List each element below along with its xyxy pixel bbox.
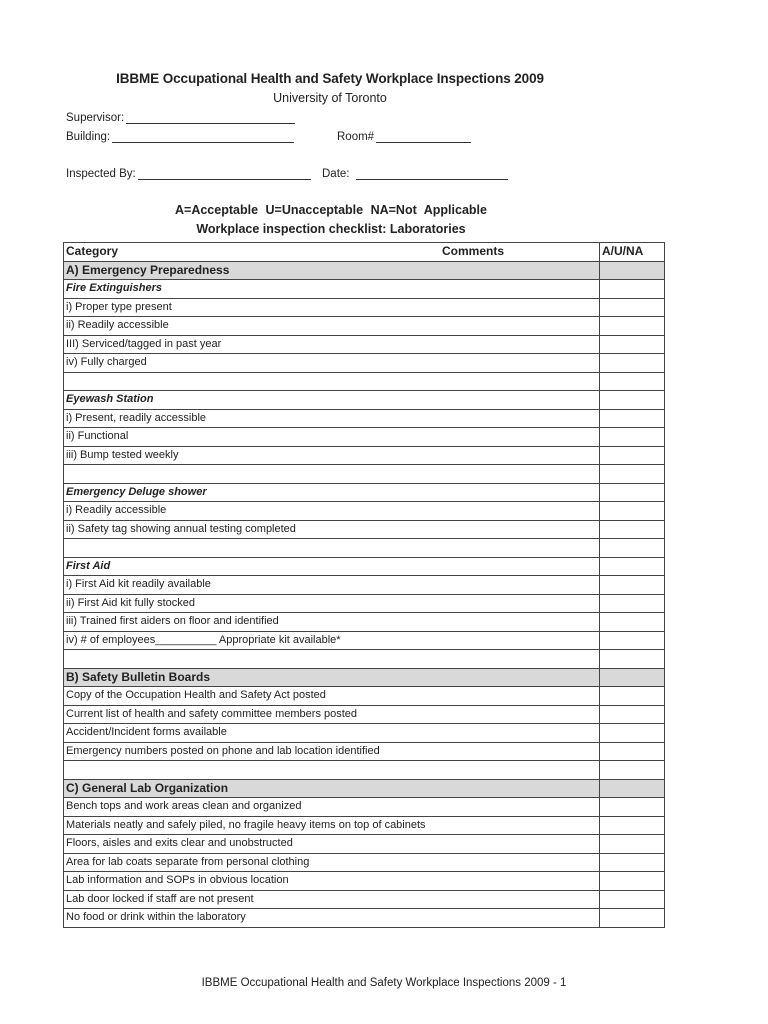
- checklist-item[interactable]: i) Present, readily accessible: [64, 409, 600, 428]
- checklist-item[interactable]: iii) Bump tested weekly: [64, 446, 600, 465]
- rating-cell[interactable]: [600, 576, 665, 595]
- document-subtitle: University of Toronto: [273, 91, 387, 105]
- rating-cell[interactable]: [600, 909, 665, 928]
- subsection-row: [64, 483, 665, 502]
- rating-cell[interactable]: [600, 446, 665, 465]
- checklist-row: [64, 909, 665, 928]
- rating-cell[interactable]: [600, 742, 665, 761]
- rating-cell: [600, 391, 665, 410]
- section-title: B) Safety Bulletin Boards: [64, 668, 600, 687]
- rating-cell[interactable]: [600, 335, 665, 354]
- rating-cell: [600, 761, 665, 780]
- checklist-item[interactable]: ii) Readily accessible: [64, 317, 600, 336]
- room-blank[interactable]: [376, 130, 471, 143]
- room-field[interactable]: [337, 130, 471, 143]
- checklist-row: [64, 594, 665, 613]
- rating-cell: [600, 557, 665, 576]
- subsection-row: [64, 280, 665, 299]
- rating-cell: [600, 465, 665, 484]
- checklist-row: [64, 687, 665, 706]
- checklist-row: [64, 742, 665, 761]
- rating-cell[interactable]: [600, 705, 665, 724]
- subsection-row: [64, 557, 665, 576]
- date-label: Date:: [322, 168, 350, 180]
- checklist-row: [64, 354, 665, 373]
- rating-cell[interactable]: [600, 724, 665, 743]
- rating-cell: [600, 372, 665, 391]
- rating-cell[interactable]: [600, 853, 665, 872]
- checklist-item[interactable]: iv) Fully charged: [64, 354, 600, 373]
- supervisor-field[interactable]: [66, 111, 295, 124]
- checklist-row: [64, 872, 665, 891]
- rating-cell: [600, 261, 665, 280]
- subsection-row: [64, 391, 665, 410]
- checklist-row: [64, 428, 665, 447]
- checklist-row: [64, 816, 665, 835]
- checklist-row: [64, 317, 665, 336]
- checklist-row: [64, 502, 665, 521]
- checklist-item[interactable]: Emergency numbers posted on phone and lab location identified: [64, 742, 600, 761]
- rating-cell: [600, 539, 665, 558]
- checklist-row: [64, 298, 665, 317]
- checklist-row: [64, 798, 665, 817]
- rating-cell: [600, 668, 665, 687]
- category-header: Category Comments: [64, 243, 600, 262]
- rating-cell: [600, 280, 665, 299]
- checklist-item: [64, 761, 600, 780]
- checklist-row: [64, 576, 665, 595]
- checklist-row: [64, 835, 665, 854]
- checklist-row: [64, 613, 665, 632]
- checklist-item[interactable]: Lab information and SOPs in obvious location: [64, 872, 600, 891]
- checklist-item: [64, 539, 600, 558]
- checklist-item[interactable]: Floors, aisles and exits clear and unobstructed: [64, 835, 600, 854]
- checklist-item: [64, 465, 600, 484]
- rating-cell[interactable]: [600, 298, 665, 317]
- blank-row: [64, 650, 665, 669]
- building-label: Building:: [66, 131, 111, 143]
- rating-cell[interactable]: [600, 613, 665, 632]
- section-row: [64, 261, 665, 280]
- checklist-item[interactable]: i) Proper type present: [64, 298, 600, 317]
- checklist-row: [64, 409, 665, 428]
- inspected-by-label: Inspected By:: [66, 168, 136, 180]
- section-row: [64, 779, 665, 798]
- rating-cell[interactable]: [600, 890, 665, 909]
- checklist-title: Workplace inspection checklist: Laboratories: [196, 222, 466, 236]
- checklist-item[interactable]: i) Readily accessible: [64, 502, 600, 521]
- checklist-row: [64, 853, 665, 872]
- blank-row: [64, 539, 665, 558]
- checklist-row: [64, 705, 665, 724]
- date-field[interactable]: [322, 167, 508, 180]
- rating-cell[interactable]: [600, 317, 665, 336]
- checklist-item[interactable]: ii) First Aid kit fully stocked: [64, 594, 600, 613]
- building-field[interactable]: [66, 130, 294, 143]
- page-footer: IBBME Occupational Health and Safety Workplace Inspections 2009 - 1: [201, 977, 567, 989]
- comments-header: Comments: [442, 244, 505, 259]
- building-blank[interactable]: [112, 130, 294, 143]
- checklist-row: [64, 520, 665, 539]
- rating-cell: [600, 779, 665, 798]
- checklist-item[interactable]: ii) Functional: [64, 428, 600, 447]
- checklist-item[interactable]: Copy of the Occupation Health and Safety Act posted: [64, 687, 600, 706]
- checklist-item[interactable]: No food or drink within the laboratory: [64, 909, 600, 928]
- room-label: Room#: [337, 131, 375, 143]
- checklist-item: [64, 372, 600, 391]
- rating-cell[interactable]: [600, 872, 665, 891]
- table-header-row: [64, 243, 665, 262]
- blank-row: [64, 465, 665, 484]
- rating-cell[interactable]: [600, 631, 665, 650]
- subsection-title: First Aid: [64, 557, 600, 576]
- rating-cell[interactable]: [600, 798, 665, 817]
- checklist-row: [64, 631, 665, 650]
- rating-cell[interactable]: [600, 687, 665, 706]
- rating-cell[interactable]: [600, 835, 665, 854]
- subsection-title: Emergency Deluge shower: [64, 483, 600, 502]
- checklist-item[interactable]: i) First Aid kit readily available: [64, 576, 600, 595]
- rating-cell[interactable]: [600, 520, 665, 539]
- section-title: A) Emergency Preparedness: [64, 261, 600, 280]
- checklist-item[interactable]: Materials neatly and safely piled, no fragile heavy items on top of cabinets: [64, 816, 600, 835]
- rating-cell[interactable]: [600, 409, 665, 428]
- rating-cell[interactable]: [600, 502, 665, 521]
- checklist-item[interactable]: Bench tops and work areas clean and organized: [64, 798, 600, 817]
- section-row: [64, 668, 665, 687]
- checklist-item: [64, 650, 600, 669]
- checklist-row: [64, 335, 665, 354]
- checklist-item[interactable]: Accident/Incident forms available: [64, 724, 600, 743]
- blank-row: [64, 372, 665, 391]
- checklist-item[interactable]: Current list of health and safety committee members posted: [64, 705, 600, 724]
- checklist-item[interactable]: III) Serviced/tagged in past year: [64, 335, 600, 354]
- inspection-checklist-table: [63, 242, 665, 928]
- rating-legend: A=Acceptable U=Unacceptable NA=Not Applicable: [175, 203, 487, 217]
- checklist-item[interactable]: ii) Safety tag showing annual testing completed: [64, 520, 600, 539]
- aun-header: A/U/NA: [600, 243, 665, 262]
- inspected-by-field[interactable]: [66, 167, 311, 180]
- checklist-item[interactable]: Area for lab coats separate from personal clothing: [64, 853, 600, 872]
- supervisor-blank[interactable]: [126, 111, 295, 124]
- inspected-by-blank[interactable]: [138, 167, 311, 180]
- section-title: C) General Lab Organization: [64, 779, 600, 798]
- checklist-row: [64, 724, 665, 743]
- rating-cell[interactable]: [600, 354, 665, 373]
- rating-cell[interactable]: [600, 594, 665, 613]
- rating-cell[interactable]: [600, 428, 665, 447]
- checklist-row: [64, 890, 665, 909]
- supervisor-label: Supervisor:: [66, 112, 125, 124]
- rating-cell: [600, 483, 665, 502]
- subsection-title: Fire Extinguishers: [64, 280, 600, 299]
- subsection-title: Eyewash Station: [64, 391, 600, 410]
- checklist-row: [64, 446, 665, 465]
- document-title: IBBME Occupational Health and Safety Workplace Inspections 2009: [116, 71, 544, 86]
- rating-cell[interactable]: [600, 816, 665, 835]
- date-blank[interactable]: [356, 167, 508, 180]
- rating-cell: [600, 650, 665, 669]
- checklist-item[interactable]: iv) # of employees__________ Appropriate kit available*: [64, 631, 600, 650]
- blank-row: [64, 761, 665, 780]
- checklist-item[interactable]: Lab door locked if staff are not present: [64, 890, 600, 909]
- checklist-item[interactable]: iii) Trained first aiders on floor and identified: [64, 613, 600, 632]
